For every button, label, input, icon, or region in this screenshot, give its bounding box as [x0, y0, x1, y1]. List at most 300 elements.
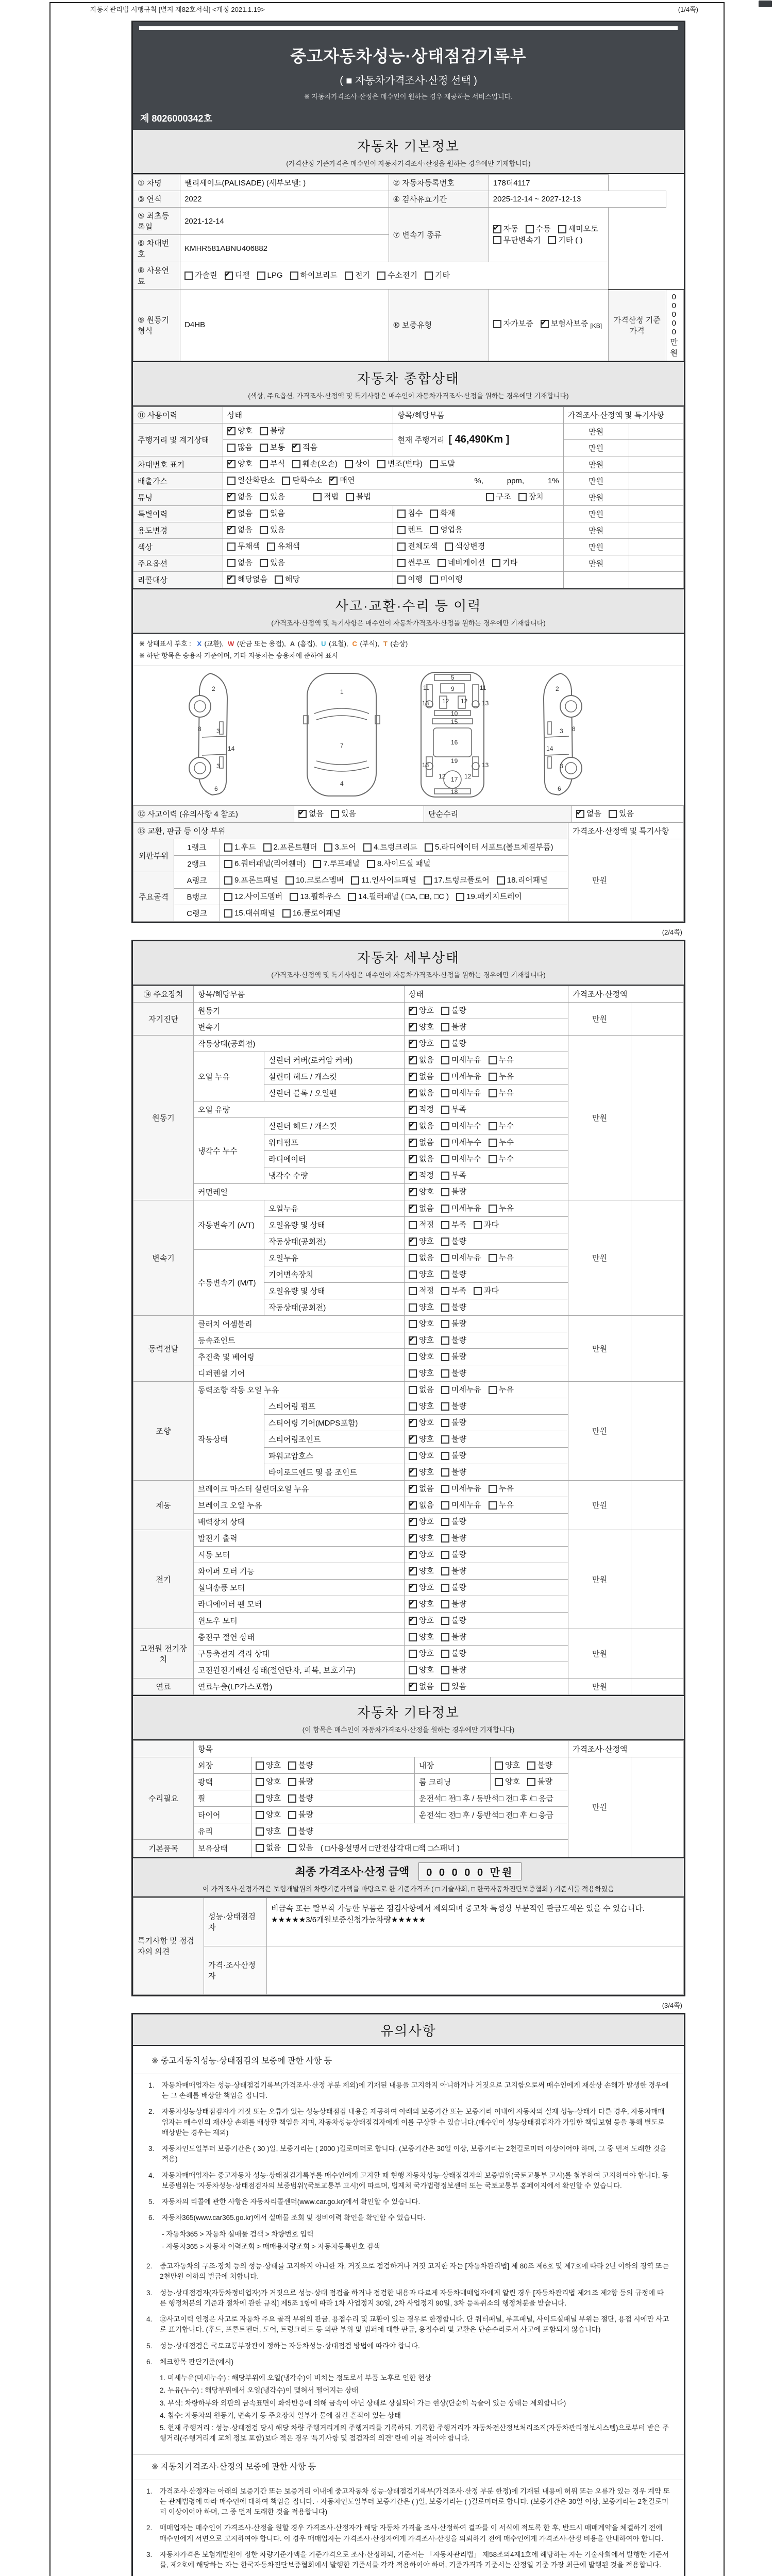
checkbox-box-icon [409, 1023, 417, 1031]
table-row [133, 1200, 684, 1217]
section-basic-info-subtitle: (가격산정 기준가격은 매수인이 자동차가격조사·산정을 원하는 경우에만 기재합니다) [286, 160, 531, 167]
legend-label: (흠집), [296, 639, 317, 648]
checkbox-unchecked: 17.트렁크플로어 [424, 876, 490, 885]
detail-item-label: 스티어링 기어(MDPS포함) [264, 1415, 405, 1431]
mileage-value: [ 46,490Km ] [448, 433, 510, 445]
checkbox-checked: ✔ 양호 [409, 1237, 434, 1246]
checkbox-unchecked: 없음 [409, 1385, 434, 1394]
checkbox-box-icon [441, 1221, 449, 1229]
table-header-row [133, 986, 684, 1003]
section-etc-title: 자동차 기타정보 [357, 1705, 460, 1721]
checkbox-box-icon [441, 1435, 449, 1444]
legend-label: (요철), [327, 639, 348, 648]
table-row [133, 262, 684, 290]
checkbox-box-icon [489, 1139, 497, 1147]
checkbox-box-icon [441, 1551, 449, 1559]
price-note-blank [631, 1003, 684, 1036]
checkbox-checked: ✔ 자동 [493, 225, 518, 233]
detail-item-label: 변속기 [194, 1019, 405, 1036]
notice-item-text: 자동차가격은 보험개발원이 정한 차량기준가액을 기준가격으로 조사·산정하되, 기준서는 「자동차관리법」 제58조의4제1호에 해당하는 자는 기술사회에서 발행한 기준서를, 제2호에 해당하는 자는 한국자동차진단보증협회에서 발행한 기준서를 각각 적용하여야 하며, 기준가격과 기준서는 산정일 기준 가장 최근에 발행된 것을 적용합니다. [160, 2550, 669, 2569]
checkbox-box-icon [576, 810, 584, 818]
checkbox-unchecked: 네비게이션 [438, 558, 485, 567]
checkbox-checked: ✔ 없음 [409, 1682, 434, 1691]
header-white-bar [139, 26, 678, 30]
checkbox-unchecked: 불량 [441, 1418, 466, 1427]
detail-item-label: 실린더 블록 / 오일팬 [264, 1085, 405, 1101]
emission-label: 배출가스 [133, 472, 223, 489]
checkbox-box-icon [292, 460, 300, 468]
price-unit: 만원 [568, 1530, 631, 1629]
checkbox-unchecked: 도말 [430, 460, 455, 468]
detail-state-options [405, 1069, 568, 1085]
checkbox-box-icon [495, 1778, 503, 1786]
checkbox-box-icon [425, 272, 433, 280]
panel-number-label: 8 [198, 725, 201, 733]
checkbox-box-icon [397, 543, 406, 551]
checkbox-box-icon [288, 1827, 296, 1836]
checkbox-box-icon [409, 1452, 417, 1460]
warranty-type-label: ⑩ 보증유형 [389, 290, 489, 361]
notice-subitem-text: 4. 침수: 자동차의 원동기, 변속기 등 주요장치 일부가 물에 잠긴 흔적이 있는 상태 [160, 2411, 401, 2419]
detail-item-label: 스티어링 펌프 [264, 1398, 405, 1415]
device-group-label: 자기진단 [133, 1003, 194, 1036]
detail-state-options [405, 1563, 568, 1580]
panel-number-label: 13 [422, 700, 429, 707]
checkbox-box-icon [409, 1419, 417, 1427]
checkbox-box-icon [409, 1155, 417, 1163]
checkbox-unchecked: 5.라디에이터 서포트(볼트체결부품) [425, 843, 553, 852]
checkbox-unchecked: 양호 [409, 1352, 434, 1361]
detail-item-label: 오일유량 및 상태 [264, 1283, 405, 1299]
checkbox-unchecked: 미세누수 [441, 1122, 481, 1130]
section-notice-header [133, 2014, 684, 2046]
checkbox-checked: ✔ 없음 [576, 809, 601, 818]
checkbox-unchecked: 부족 [441, 1105, 466, 1114]
checkbox-unchecked: 불법 [346, 493, 371, 501]
panel-number-label: 14 [546, 745, 553, 753]
checkbox-box-icon [409, 1303, 417, 1312]
checkbox-unchecked: 양호 [495, 1761, 520, 1770]
table-row [133, 1382, 684, 1398]
detail-item-label: 실내송풍 모터 [194, 1580, 405, 1596]
checkbox-unchecked: 불량 [288, 1827, 313, 1836]
checkbox-box-icon [409, 1106, 417, 1114]
checkbox-unchecked: 11.인사이드패널 [351, 876, 416, 885]
inspection-period-value: 2025-12-14 ~ 2027-12-13 [489, 191, 666, 208]
panel-number-label: 13 [482, 761, 489, 769]
detail-state-options [405, 1365, 568, 1382]
detail-subgroup-label: 작동상태 [194, 1398, 264, 1481]
notice-item-text: 자동차인도일부터 보증기간은 ( 30 )일, 보증거리는 ( 2000 )킬로미터로 합니다. (보증기간은 30일 이상, 보증거리는 2천킬로미터 이상이어야 하며, 그 중 먼저 도래한 것을 적용) [162, 2145, 667, 2163]
checkbox-box-icon [409, 1287, 417, 1295]
table-row [133, 208, 684, 235]
checkbox-box-icon [441, 1633, 449, 1641]
checkbox-checked: ✔ 양호 [227, 460, 253, 468]
panel-number-label: 12 [461, 698, 468, 705]
color-label: 색상 [133, 538, 223, 555]
table-row [133, 191, 684, 208]
form-meta-line [90, 4, 714, 14]
mileage-label: 주행거리 및 계기상태 [133, 423, 223, 456]
price-note-blank [629, 472, 683, 489]
table-row [133, 1897, 684, 1946]
holding-detail: ( □사용설명서 □안전삼각대 □잭 □스패너 ) [320, 1844, 460, 1853]
checkbox-box-icon [489, 1485, 497, 1493]
checkbox-unchecked: 미세누유 [441, 1204, 481, 1213]
checkbox-box-icon [474, 1221, 482, 1229]
cleaning-label: 룸 크리닝 [415, 1774, 491, 1790]
detail-item-label: 클러치 어셈블리 [194, 1316, 405, 1332]
checkbox-box-icon [409, 1369, 417, 1378]
checkbox-box-icon [409, 1485, 417, 1493]
checkbox-checked: ✔ 양호 [409, 1468, 434, 1477]
checkbox-checked: ✔ 매연 [329, 476, 355, 485]
checkbox-unchecked: 불량 [441, 1517, 466, 1526]
vin-mark-options [223, 456, 564, 472]
engine-type-label: ⑨ 원동기형식 [133, 290, 180, 361]
notice-list-1 [133, 2074, 684, 2255]
panel-number-label: 12 [442, 698, 449, 705]
checkbox-unchecked: 화재 [430, 509, 455, 518]
emission-values: %, ppm, 1% [474, 476, 559, 485]
table-row [133, 472, 684, 489]
notice-item [146, 2261, 670, 2282]
device-group-label: 제동 [133, 1481, 194, 1530]
checkbox-box-icon [227, 477, 236, 485]
table-row [133, 555, 684, 571]
first-reg-label: ⑤ 최초등록일 [133, 208, 180, 235]
notice-item-number: 1. [148, 2081, 155, 2089]
rankA-label: A랭크 [174, 872, 220, 889]
checkbox-unchecked: 불량 [441, 1666, 466, 1674]
checkbox-unchecked: 구조 [486, 493, 511, 501]
legend-code: C [352, 639, 357, 648]
checkbox-unchecked: 불량 [441, 1352, 466, 1361]
checkbox-box-icon [438, 559, 446, 567]
notice-item [148, 2144, 670, 2165]
checkbox-box-icon [409, 1402, 417, 1411]
checkbox-unchecked: 적정 [409, 1221, 434, 1229]
notice-subitem-text: 5. 현재 주행거리 : 성능·상태점검 당시 해당 차량 주행거리계의 주행거리를 기록하되, 기록한 주행거리가 자동차전산정보처리조직(자동차관리정보시스템)으로부터 받은 주행거리(주행거리계 교체 정보 포함)보다 적은 경우 '특기사항 및 점검자의 의견' 란에 이를 적어야 합니다. [160, 2424, 669, 2443]
detail-item-label: 파워고압호스 [264, 1448, 405, 1464]
detail-state-options [405, 1151, 568, 1167]
rank2-label: 2랭크 [174, 856, 220, 872]
checkbox-unchecked: 누유 [489, 1501, 514, 1510]
appraiser-opinion-text [267, 1946, 684, 1994]
notice-item [146, 2288, 670, 2309]
checkbox-box-icon [282, 477, 290, 485]
checkbox-box-icon [397, 526, 406, 534]
table-row [133, 1679, 684, 1695]
checkbox-unchecked: 미세누유 [441, 1501, 481, 1510]
checkbox-box-icon [348, 893, 356, 901]
checkbox-unchecked: 장치 [518, 493, 544, 501]
table-row [133, 456, 684, 472]
detail-item-label: 시동 모터 [194, 1547, 405, 1563]
checkbox-unchecked: 양호 [409, 1270, 434, 1279]
checkbox-unchecked: LPG [257, 271, 283, 280]
checkbox-checked: ✔ 양호 [409, 1418, 434, 1427]
checkbox-checked: ✔ 없음 [409, 1072, 434, 1081]
checkbox-unchecked: 미세누유 [441, 1072, 481, 1081]
checkbox-box-icon [288, 1844, 296, 1852]
legend-code: A [290, 639, 295, 648]
vin-mark-label: 차대번호 표기 [133, 456, 223, 472]
price-note-blank [631, 1629, 684, 1679]
detail-state-options [405, 1217, 568, 1233]
col-item: 항목/해당부품 [393, 406, 563, 423]
checkbox-unchecked: 있음 [260, 558, 285, 567]
color-options [223, 538, 393, 555]
wheel-detail: 운전석□ 전□ 후 / 동반석□ 전□ 후 /□ 응급 [415, 1790, 568, 1807]
checkbox-box-icon [441, 1402, 449, 1411]
checkbox-unchecked: 15.대쉬패널 [224, 909, 275, 918]
checkbox-box-icon [445, 543, 453, 551]
checkbox-box-icon [227, 543, 236, 551]
device-group-label: 전기 [133, 1530, 194, 1629]
detail-item-label: 작동상태(공회전) [194, 1036, 405, 1052]
legend-label: (부식), [358, 639, 379, 648]
checkbox-box-icon [260, 559, 268, 567]
legend-note: ※ 하단 항목은 승용차 기준이며, 기타 자동차는 승용차에 준하여 표시 [139, 651, 339, 659]
detail-state-options [405, 1398, 568, 1415]
checkbox-unchecked: 양호 [409, 1402, 434, 1411]
detail-state-options [405, 1036, 568, 1052]
checkbox-unchecked: 양호 [256, 1810, 281, 1819]
exterior-label: 외장 [194, 1757, 251, 1774]
final-price-band [133, 1857, 684, 1897]
checkbox-box-icon [409, 1386, 417, 1394]
checkbox-unchecked: 불량 [441, 1616, 466, 1625]
usage-change-options [223, 522, 393, 538]
checkbox-unchecked: 9.프론트패널 [224, 876, 278, 885]
detail-state-options [405, 1003, 568, 1019]
table-row [133, 1036, 684, 1052]
notice-subitem-text: 1. 미세누유(미세누수) : 해당부위에 오일(냉각수)이 비치는 정도로서 부품 노후로 인한 현상 [160, 2374, 431, 2382]
checkbox-checked: ✔ 양호 [409, 1517, 434, 1526]
checkbox-box-icon [474, 1287, 482, 1295]
price-unit: 만원 [568, 1316, 631, 1382]
checkbox-unchecked: 양호 [409, 1666, 434, 1674]
checkbox-unchecked: 무단변속기 [493, 236, 541, 245]
table-row [133, 571, 684, 588]
col-item: 항목/해당부품 [194, 986, 405, 1003]
detail-state-options [405, 1316, 568, 1332]
notice-item [146, 2341, 670, 2351]
detail-state-options [405, 1283, 568, 1299]
checkbox-checked: ✔ 적음 [292, 443, 317, 452]
checkbox-box-icon [489, 1073, 497, 1081]
reg-no-label: ② 자동차등록번호 [389, 175, 489, 191]
detail-state-options [405, 1266, 568, 1283]
checkbox-box-icon [257, 272, 265, 280]
checkbox-unchecked: 양호 [409, 1369, 434, 1378]
checkbox-unchecked: 불량 [441, 1451, 466, 1460]
simple-repair-label: 단순수리 [424, 806, 572, 822]
checkbox-unchecked: 불량 [441, 1369, 466, 1378]
checkbox-box-icon [441, 1106, 449, 1114]
checkbox-unchecked: 없음 [256, 1843, 281, 1852]
checkbox-box-icon [227, 427, 236, 435]
checkbox-box-icon [397, 575, 406, 584]
notice-section1-title: ※ 중고자동차성능·상태점검의 보증에 관한 사항 등 [133, 2049, 684, 2074]
section-detail-title: 자동차 세부상태 [357, 950, 460, 966]
detail-state-options [405, 1431, 568, 1448]
detail-state-options [405, 1530, 568, 1547]
checkbox-unchecked: 불량 [441, 1270, 466, 1279]
checkbox-unchecked: 양호 [409, 1633, 434, 1641]
notice-item-text: 자동차365(www.car365.go.kr)에서 실매물 조회 및 정비이력 확인을 확인할 수 있습니다. [162, 2214, 426, 2222]
panel-exchange-header: ⑬ 교환, 판금 등 이상 부위 [133, 823, 568, 839]
car-side-left-outline [189, 673, 227, 795]
glass-options [251, 1823, 568, 1840]
checkbox-box-icon [493, 225, 501, 233]
checkbox-unchecked: 없음 [409, 1253, 434, 1262]
checkbox-box-icon [409, 1633, 417, 1641]
checkbox-checked: ✔ 양호 [409, 1023, 434, 1031]
checkbox-box-icon [441, 1485, 449, 1493]
checkbox-box-icon [260, 510, 268, 518]
document-subtitle: ( ■ 자동차가격조사·산정 선택 ) [340, 75, 477, 87]
checkbox-box-icon [441, 1336, 449, 1345]
checkbox-box-icon [263, 843, 272, 852]
notice-section3-title: ※ 자동차가격조사·산정의 보증에 관한 사항 등 [133, 2454, 684, 2480]
detail-item-label: 원동기 [194, 1003, 405, 1019]
checkbox-box-icon [441, 1254, 449, 1262]
checkbox-unchecked: 기타 ( ) [548, 236, 582, 245]
detail-item-label: 오일누유 [264, 1250, 405, 1266]
notice-item-number: 2. [148, 2108, 155, 2116]
price-unit: 만원 [563, 472, 629, 489]
checkbox-checked: ✔ 없음 [409, 1122, 434, 1130]
etc-col-price: 가격조사·산정액 [568, 1741, 684, 1757]
notice-item-text: 자동차매매업자는 성능·상태점검기록부(가격조사·산정 부분 제외)에 기재된 내용을 고지하지 아니하거나 거짓으로 고지함으로써 매수인에게 재산상 손해가 발생한 경우에는 그 손해를 배상할 책임을 집니다. [162, 2081, 669, 2100]
checkbox-box-icon [409, 1600, 417, 1608]
transmission-type-options [489, 208, 608, 262]
checkbox-checked: ✔ 적정 [409, 1171, 434, 1180]
checkbox-box-icon [227, 526, 236, 534]
checkbox-box-icon [441, 1023, 449, 1031]
rankB-options [220, 889, 568, 905]
notice-item-number: 6. [146, 2358, 153, 2366]
price-note-blank [631, 1200, 684, 1316]
price-note-blank [631, 1679, 684, 1695]
holding-options [251, 1840, 568, 1857]
detail-item-label: 라디에이터 팬 모터 [194, 1596, 405, 1613]
current-mileage [393, 423, 563, 456]
checkbox-unchecked: 유채색 [267, 542, 299, 551]
checkbox-box-icon [227, 575, 236, 584]
checkbox-unchecked: 상이 [345, 460, 370, 468]
detail-state-options [405, 1448, 568, 1464]
detail-state-options [405, 1349, 568, 1365]
document-title: 중고자동차성능·상태점검기록부 [290, 47, 527, 65]
table-row [133, 423, 684, 439]
notice-item [148, 2080, 670, 2102]
section-accident-header [133, 588, 684, 634]
price-note-blank [629, 571, 683, 588]
detail-item-label: 실린더 헤드 / 개스킷 [264, 1069, 405, 1085]
checkbox-unchecked: 16.플로어패널 [282, 909, 341, 918]
panel-number-label: 12 [439, 773, 446, 781]
checkbox-box-icon [227, 460, 236, 468]
detail-state-options [405, 1200, 568, 1217]
notice-item [146, 2357, 670, 2367]
checkbox-unchecked: 불량 [441, 1188, 466, 1196]
detail-state-options [405, 1052, 568, 1069]
checkbox-box-icon [351, 876, 359, 885]
panel-number-label: 11 [423, 684, 430, 692]
table-header-row [133, 823, 684, 839]
panel-number-label: 4 [340, 780, 344, 788]
interior-options [491, 1757, 568, 1774]
main-option-items [393, 555, 563, 571]
detail-item-label: 커먼레일 [194, 1184, 405, 1200]
checkbox-unchecked: 불량 [441, 1402, 466, 1411]
price-note-blank [631, 1316, 684, 1382]
detail-item-label: 실린더 헤드 / 개스킷 [264, 1118, 405, 1134]
section-detail-header [133, 941, 684, 986]
detail-item-label: 작동상태(공회전) [264, 1299, 405, 1316]
status-code-legend [133, 634, 684, 667]
interior-label: 내장 [415, 1757, 491, 1774]
checkbox-box-icon [397, 559, 406, 567]
checkbox-box-icon [441, 1617, 449, 1625]
checkbox-box-icon [409, 1089, 417, 1097]
rankA-options [220, 872, 568, 889]
section-etc-header [133, 1695, 684, 1740]
detail-state-options [405, 1299, 568, 1316]
checkbox-box-icon [441, 1534, 449, 1543]
checkbox-unchecked: 불량 [441, 1633, 466, 1641]
checkbox-box-icon [409, 1254, 417, 1262]
etc-corner-blank [133, 1741, 194, 1757]
panel-number-label: 6 [558, 785, 561, 793]
checkbox-unchecked: 누수 [489, 1138, 514, 1147]
basic-items-label: 기본품목 [133, 1840, 194, 1857]
checkbox-unchecked: 불량 [288, 1794, 313, 1803]
checkbox-unchecked: 10.크로스멤버 [285, 876, 344, 885]
device-group-label: 연료 [133, 1679, 194, 1695]
price-unit: 만원 [568, 1200, 631, 1316]
page-number-1: (1/4쪽) [678, 6, 698, 13]
checkbox-box-icon [260, 493, 268, 501]
main-option-options [223, 555, 393, 571]
checkbox-box-icon [441, 1188, 449, 1196]
checkbox-checked: ✔ 양호 [409, 1039, 434, 1048]
col-state: 상태 [223, 406, 393, 423]
checkbox-unchecked: 불량 [527, 1761, 552, 1770]
checkbox-box-icon [227, 510, 236, 518]
checkbox-box-icon [260, 526, 268, 534]
checkbox-box-icon [409, 1270, 417, 1279]
table-row [133, 806, 684, 822]
checkbox-unchecked: 전기 [345, 271, 370, 280]
detail-item-label: 워터펌프 [264, 1134, 405, 1151]
document-header [133, 22, 684, 130]
checkbox-unchecked: 누유 [489, 1056, 514, 1064]
checkbox-checked: ✔ 양호 [409, 1534, 434, 1543]
fuel-label: ⑧ 사용연료 [133, 262, 180, 290]
rank2-options [220, 856, 568, 872]
checkbox-box-icon [430, 575, 438, 584]
detail-state-options [405, 1184, 568, 1200]
checkbox-box-icon [346, 493, 354, 501]
table-row [133, 1003, 684, 1019]
panel-number-label: 11 [480, 684, 486, 692]
price-note-blank [631, 839, 684, 922]
usage-change-items [393, 522, 563, 538]
